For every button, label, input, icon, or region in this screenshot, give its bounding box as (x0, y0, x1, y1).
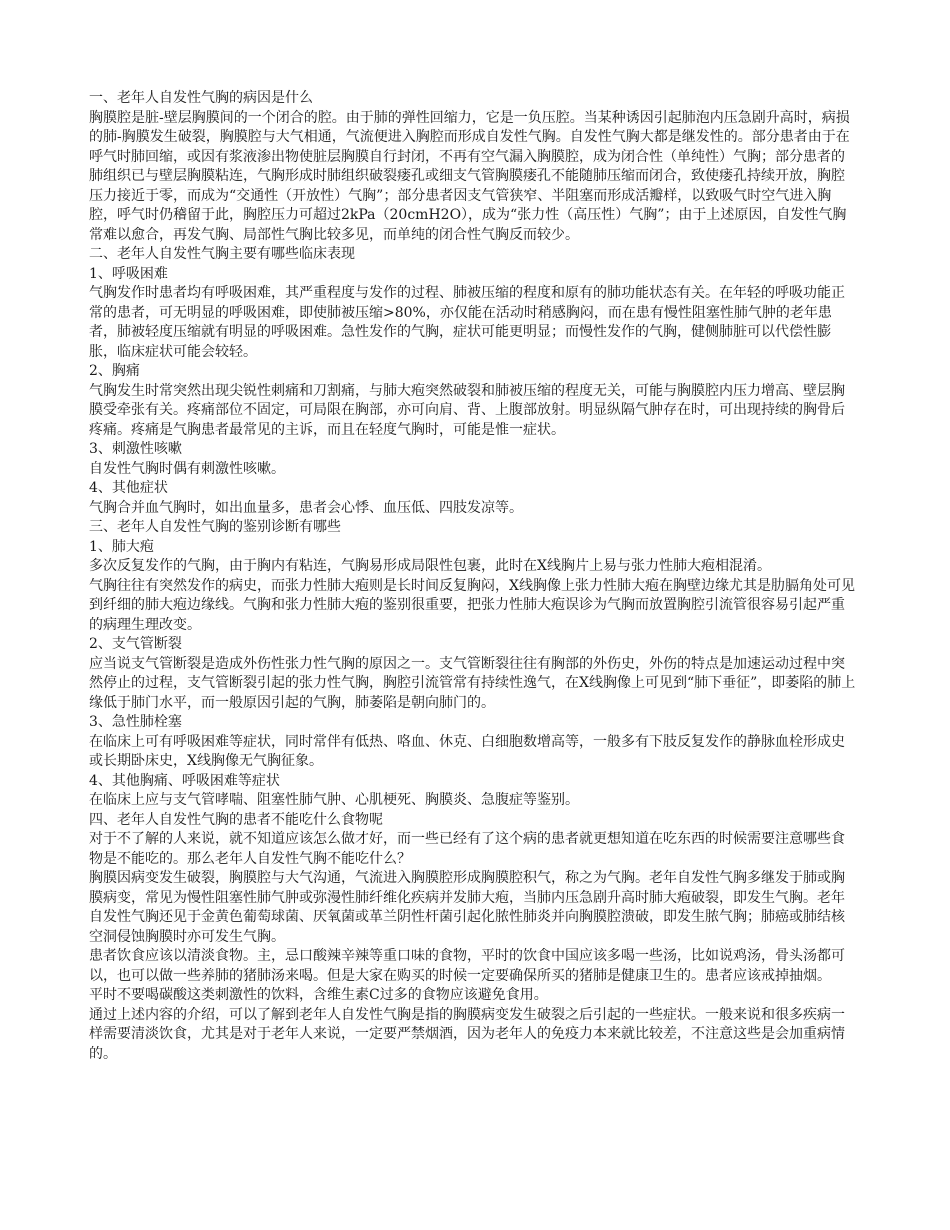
subsection-heading: 2、胸痛 (89, 363, 140, 379)
paragraph: 患者饮食应该以清淡食物。主，忌口酸辣辛辣等重口味的食物，平时的饮食中国应该多喝一些汤，比如说鸡汤，骨头汤都可以，也可以做一些养肺的猪肺汤来喝。但是大家在购买的时候一定要确保所买的猪肺是健康卫生的。患者应该戒掉抽烟。 (89, 948, 845, 984)
subsection-heading: 3、刺激性咳嗽 (89, 441, 182, 457)
paragraph: 平时不要喝碳酸这类刺激性的饮料，含维生素C过多的食物应该避免食用。 (89, 987, 548, 1003)
subsection-heading: 4、其他症状 (89, 480, 168, 496)
section-heading: 二、老年人自发性气胸主要有哪些临床表现 (89, 246, 355, 262)
paragraph: 气胸合并血气胸时，如出血量多，患者会心悸、血压低、四肢发凉等。 (89, 499, 523, 516)
paragraph: 应当说支气管断裂是造成外伤性张力性气胸的原因之一。支气管断裂往往有胸部的外伤史，外伤的特点是加速运动过程中突然停止的过程，支气管断裂引起的张力性气胸，胸腔引流管常有持续性逸气，在X线胸像上可见到“肺下垂征”，即萎陷的肺上缘低于肺门水平，而一般原因引起的气胸，肺萎陷是朝向肺门的。 (89, 655, 856, 711)
paragraph: 自发性气胸时偶有刺激性咳嗽。 (89, 460, 285, 477)
paragraph: 多次反复发作的气胸，由于胸内有粘连，气胸易形成局限性包裹，此时在X线胸片上易与张力性肺大疱相混淆。 (89, 558, 771, 574)
subsection-heading: 4、其他胸痛、呼吸困难等症状 (89, 772, 280, 789)
paragraph: 对于不了解的人来说，就不知道应该怎么做才好，而一些已经有了这个病的患者就更想知道在吃东西的时候需要注意哪些食物是不能吃的。那么老年人自发性气胸不能吃什么？ (89, 831, 845, 867)
paragraph: 在临床上可有呼吸困难等症状，同时常伴有低热、咯血、休克、白细胞数增高等，一般多有下肢反复发作的静脉血栓形成史或长期卧床史，X线胸像无气胸征象。 (89, 733, 845, 769)
paragraph: 胸膜因病变发生破裂，胸膜腔与大气沟通，气流进入胸膜腔形成胸膜腔积气，称之为气胸。老年自发性气胸多继发于肺或胸膜病变，常见为慢性阻塞性肺气肿或弥漫性肺纤维化疾病并发肺大疱，当肺内压急剧升高时肺大疱破裂，即发生气胸。老年自发性气胸还见于金黄色葡萄球菌、厌氧菌或革兰阴性杆菌引起化脓性肺炎并向胸膜腔溃破，即发生脓气胸；肺癌或肺结核空洞侵蚀胸膜时亦可发生气胸。 (89, 870, 845, 945)
paragraph: 通过上述内容的介绍，可以了解到老年人自发性气胸是指的胸膜病变发生破裂之后引起的一些症状。一般来说和很多疾病一样需要清淡饮食，尤其是对于老年人来说，一定要严禁烟酒，因为老年人的免疫力本来就比较差，不注意这些是会加重病情的。 (89, 1006, 845, 1062)
paragraph: 气胸发生时常突然出现尖锐性刺痛和刀割痛，与肺大疱突然破裂和肺被压缩的程度无关，可能与胸膜腔内压力增高、壁层胸膜受牵张有关。疼痛部位不固定，可局限在胸部，亦可向肩、背、上腹部放射。明显纵隔气肿存在时，可出现持续的胸骨后疼痛。疼痛是气胸患者最常见的主诉，而且在轻度气胸时，可能是惟一症状。 (89, 382, 845, 438)
subsection-heading: 2、支气管断裂 (89, 636, 182, 652)
paragraph: 胸膜腔是脏-壁层胸膜间的一个闭合的腔。由于肺的弹性回缩力，它是一负压腔。当某种诱因引起肺泡内压急剧升高时，病损的肺-胸膜发生破裂，胸膜腔与大气相通，气流便进入胸腔而形成自发性气胸。自发性气胸大都是继发性的。部分患者由于在呼气时肺回缩，或因有浆液渗出物使脏层胸膜自行封闭，不再有空气漏入胸膜腔，成为闭合性（单纯性）气胸；部分患者的肺组织已与壁层胸膜粘连，气胸形成时肺组织破裂瘘孔或细支气管胸膜瘘孔不能随肺压缩而闭合，致使瘘孔持续开放，胸腔压力接近于零，而成为“交通性（开放性）气胸”；部分患者因支气管狭窄、半阻塞而形成活瓣样，以致吸气时空气进入胸腔，呼气时仍稽留于此，胸腔压力可超过2kPa（20cmH2O），成为“张力性（高压性）气胸”；由于上述原因，自发性气胸常难以愈合，再发气胸、局部性气胸比较多见，而单纯的闭合性气胸反而较少。 (89, 109, 850, 243)
subsection-heading: 1、呼吸困难 (89, 265, 168, 282)
section-heading: 四、老年人自发性气胸的患者不能吃什么食物呢 (89, 811, 383, 828)
section-heading: 三、老年人自发性气胸的鉴别诊断有哪些 (89, 519, 341, 535)
paragraph: 气胸发作时患者均有呼吸困难，其严重程度与发作的过程、肺被压缩的程度和原有的肺功能状态有关。在年轻的呼吸功能正常的患者，可无明显的呼吸困难，即使肺被压缩>80%，亦仅能在活动时稍感胸闷，而在患有慢性阻塞性肺气肿的老年患者，肺被轻度压缩就有明显的呼吸困难。急性发作的气胸，症状可能更明显；而慢性发作的气胸，健侧肺脏可以代偿性膨胀，临床症状可能会较轻。 (89, 285, 845, 360)
paragraph: 在临床上应与支气管哮喘、阻塞性肺气肿、心肌梗死、胸膜炎、急腹症等鉴别。 (89, 792, 579, 808)
subsection-heading: 1、肺大疱 (89, 538, 154, 555)
subsection-heading: 3、急性肺栓塞 (89, 714, 182, 730)
paragraph: 气胸往往有突然发作的病史，而张力性肺大疱则是长时间反复胸闷，X线胸像上张力性肺大疱在胸壁边缘尤其是肋膈角处可见到纤细的肺大疱边缘线。气胸和张力性肺大疱的鉴别很重要，把张力性肺大疱误诊为气胸而放置胸腔引流管很容易引起严重的病理生理改变。 (89, 577, 855, 633)
section-heading: 一、老年人自发性气胸的病因是什么 (89, 90, 313, 106)
